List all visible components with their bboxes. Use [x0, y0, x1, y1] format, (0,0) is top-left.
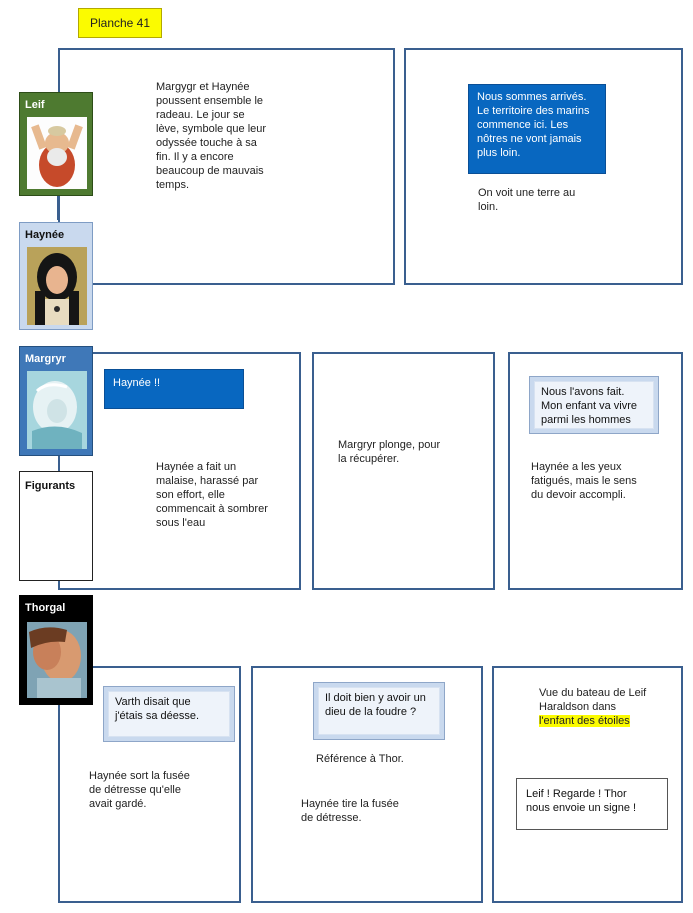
character-name-margryr: Margryr [25, 353, 66, 365]
character-card-thorgal [19, 595, 93, 705]
strip2-panel1-speech-bubble: Haynée !! [104, 369, 244, 409]
leif-portrait [27, 117, 87, 189]
strip3-panel3-description-text: Vue du bateau de Leif Haraldson dans [539, 687, 647, 713]
strip2-panel3-speech-bubble [529, 376, 659, 434]
character-card-leif [19, 92, 93, 196]
strip2-panel3 [508, 352, 683, 590]
thorgal-portrait [27, 622, 87, 698]
strip1-panel1 [58, 48, 395, 285]
strip1-panel1-description: Margygr et Haynée poussent ensemble le radeau. Le jour se lève, symbole que leur odyssée touche à sa fin. Il y a encore beaucoup de mauvais temps. [156, 81, 267, 191]
strip1-panel2-description: On voit une terre au loin. [478, 187, 576, 213]
strip2-panel2-description: Margryr plonge, pour la récupérer. [338, 439, 441, 465]
strip1-panel2-speech-bubble: Nous sommes arrivés. Le territoire des marins commence ici. Les nôtres ne vont jamais plus loin. [468, 84, 606, 174]
haynee-portrait [27, 247, 87, 325]
planche-label: Planche 41 [78, 8, 162, 38]
strip3-panel3-description [539, 686, 646, 728]
character-name-leif: Leif [25, 99, 45, 111]
strip2-panel3-description: Haynée a les yeux fatigués, mais le sens du devoir accompli. [531, 461, 637, 501]
character-card-figurants [19, 471, 93, 581]
strip3-panel3-highlight: l'enfant des étoiles [539, 715, 630, 727]
strip2-panel3-bubble-text: Nous l'avons fait. Mon enfant va vivre parmi les hommes [534, 381, 654, 429]
strip3-panel1-bubble-text: Varth disait que j'étais sa déesse. [108, 691, 230, 737]
strip3-panel3-speech-bubble: Leif ! Regarde ! Thor nous envoie un signe ! [516, 778, 668, 830]
strip3-panel2-bubble-text: Il doit bien y avoir un dieu de la foudre ? [318, 687, 440, 735]
character-name-figurants: Figurants [25, 480, 76, 492]
strip2-panel1 [58, 352, 301, 590]
strip2-panel1-description: Haynée a fait un malaise, harassé par son effort, elle commencait à sombrer sous l'eau [156, 461, 268, 529]
character-name-haynee: Haynée [25, 229, 65, 241]
strip3-panel2-description: Haynée tire la fusée de détresse. [301, 798, 399, 824]
character-card-haynee [19, 222, 93, 330]
strip3-panel1-speech-bubble [103, 686, 235, 742]
strip1-panel2 [404, 48, 683, 285]
strip3-panel3 [492, 666, 683, 903]
character-name-thorgal: Thorgal [25, 602, 66, 614]
strip3-panel1-description: Haynée sort la fusée de détresse qu'elle avait gardé. [89, 770, 190, 810]
strip2-panel2 [312, 352, 495, 590]
strip3-panel2-note: Référence à Thor. [316, 753, 404, 765]
strip3-panel2 [251, 666, 483, 903]
margryr-portrait [27, 371, 87, 449]
character-card-margryr [19, 346, 93, 456]
strip3-panel2-speech-bubble [313, 682, 445, 740]
